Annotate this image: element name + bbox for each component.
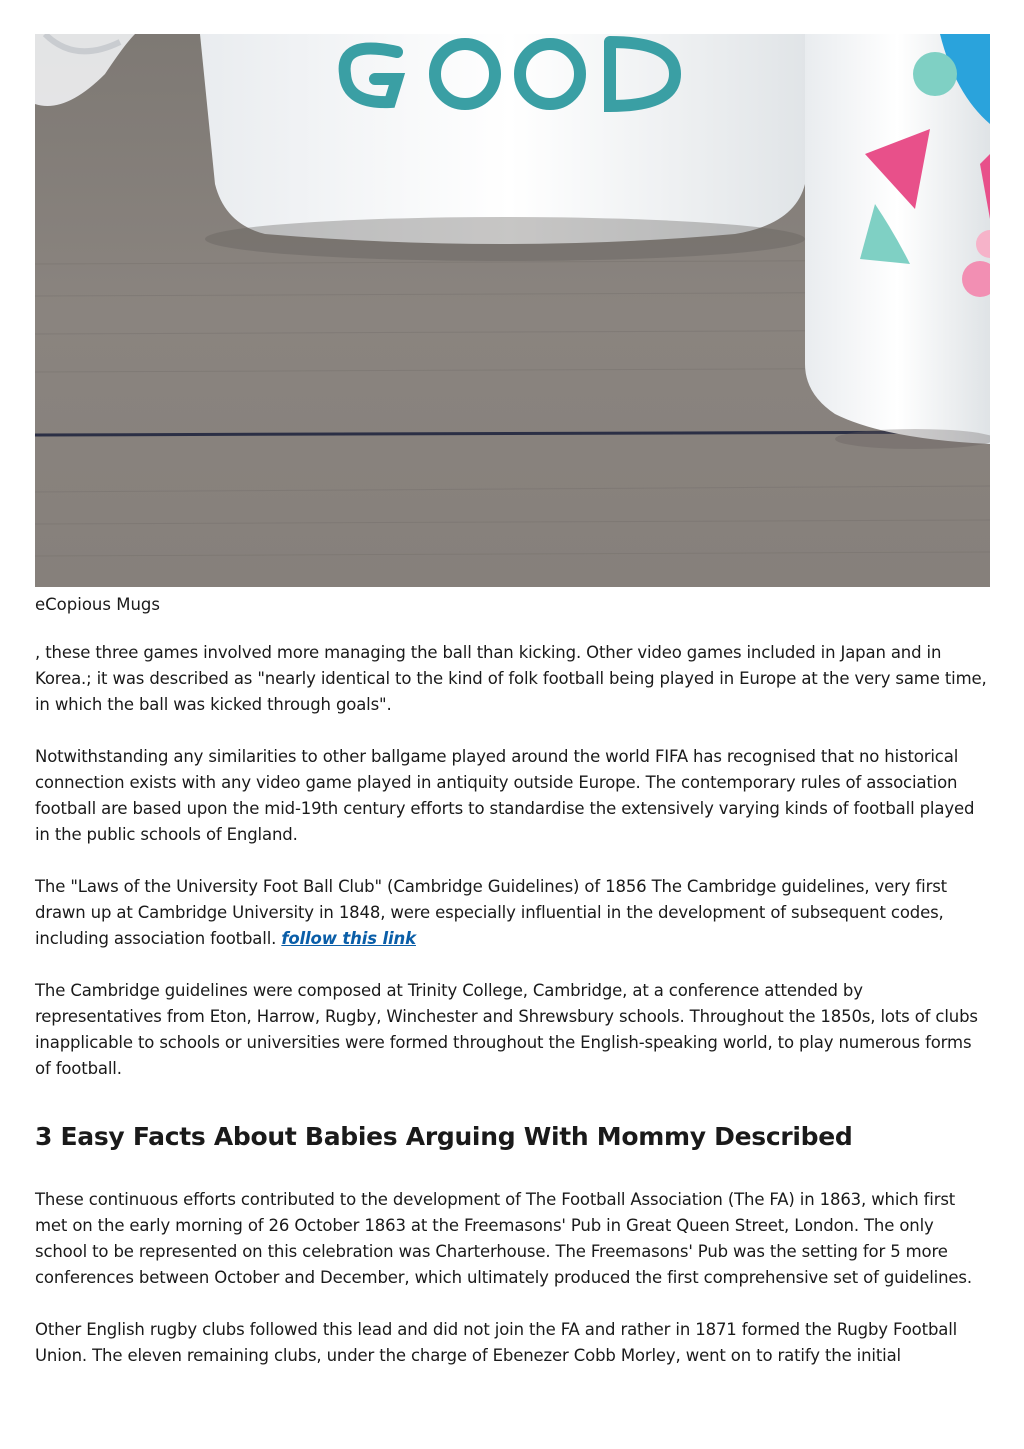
- paragraph-3-text: The "Laws of the University Foot Ball Club" (Cambridge Guidelines) of 1856 The Cambridge guidelines, very first drawn up at Cambridge University in 1848, were especially influential in the development of subsequent codes, including association football.: [35, 877, 947, 948]
- mugs-photo-icon: [35, 34, 990, 587]
- paragraph-2: Notwithstanding any similarities to other ballgame played around the world FIFA has recognised that no historical connection exists with any video game played in antiquity outside Europe. The contemporary rules of association football are based upon the mid-19th century efforts to standardise the extensively varying kinds of football played in the public schools of England.: [35, 747, 975, 844]
- article: [35, 34, 990, 1369]
- image-caption: eCopious Mugs: [35, 595, 160, 614]
- mugs-photo: [35, 34, 990, 587]
- paragraph-1: , these three games involved more managing the ball than kicking. Other video games included in Japan and in Korea.; it was described as "nearly identical to the kind of folk football being played in Europe at the very same time, in which the ball was kicked through goals".: [35, 643, 987, 714]
- follow-link[interactable]: follow this link: [281, 929, 416, 948]
- section-heading: 3 Easy Facts About Babies Arguing With Mommy Described: [35, 1122, 853, 1151]
- paragraph-4: The Cambridge guidelines were composed at Trinity College, Cambridge, at a conference attended by representatives from Eton, Harrow, Rugby, Winchester and Shrewsbury schools. Throughout the 1850s, lots of clubs inapplicable to schools or universities were formed throughout the English-speaking world, to play numerous forms of football.: [35, 981, 978, 1078]
- paragraph-6: Other English rugby clubs followed this lead and did not join the FA and rather in 1871 formed the Rugby Football Union. The eleven remaining clubs, under the charge of Ebenezer Cobb Morley, went on to ratify the initial: [35, 1320, 958, 1365]
- paragraph-3: [35, 874, 990, 952]
- paragraph-5: These continuous efforts contributed to the development of The Football Association (The FA) in 1863, which first met on the early morning of 26 October 1863 at the Freemasons' Pub in Great Queen Street, London. The only school to be represented on this celebration was Charterhouse. The Freemasons' Pub was the setting for 5 more conferences between October and December, which ultimately produced the first comprehensive set of guidelines.: [35, 1190, 972, 1287]
